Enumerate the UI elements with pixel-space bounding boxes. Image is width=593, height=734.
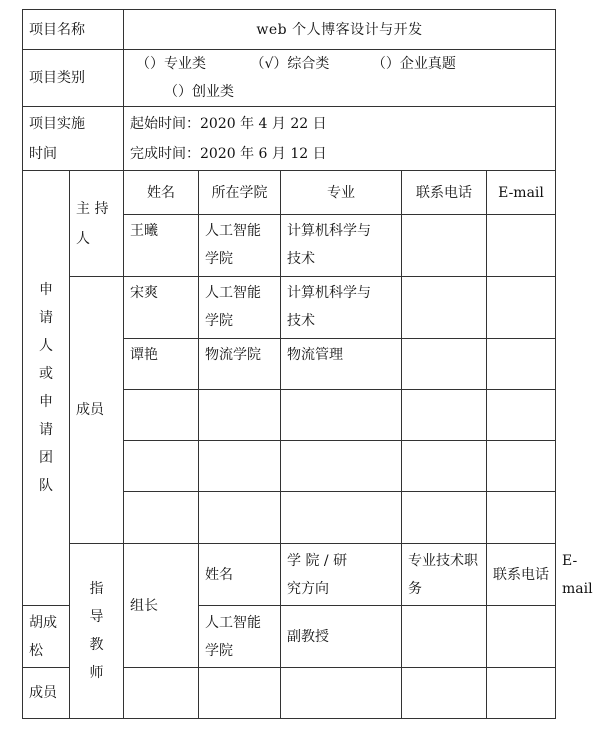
member-email xyxy=(487,441,556,492)
member-name: 宋爽 xyxy=(124,277,199,339)
member-major: 计算机科学与 技术 xyxy=(281,277,402,339)
host-email xyxy=(487,215,556,277)
advisor-members-label: 成员 xyxy=(23,668,70,719)
member-name: 谭艳 xyxy=(124,339,199,390)
type-option-professional[interactable]: （）专业类 xyxy=(136,56,206,72)
project-application-form: 项目名称 web 个人博客设计与开发 项目类别 （）专业类 （√）综合类 （）企业真题 （）创业类 项目实施 时间 起始时间：2020 年 4 月 22 日 完成时间：2020 年 6 月 12 日 申 请 人 或 申 请 团 队 主 持 人 姓名 所在学院 专业 联系电话 E-mail 王曦 人工智能 学院 计算机科学与 技术 成员 宋爽 人工智能 学院 计算机科学与 技术 谭艳 物流学院 物流管理 指 导 教 师 组长 姓名 学 院 / 研 究方向 专业技术职务 联系电话 E-mail 胡成松 人工智能 学院 副教授 成员 xyxy=(22,9,556,719)
member-college: 物流学院 xyxy=(199,339,281,390)
header-college: 所在学院 xyxy=(199,171,281,215)
advisor-header-phone: 联系电话 xyxy=(487,544,556,606)
host-major: 计算机科学与 技术 xyxy=(281,215,402,277)
member-name xyxy=(124,390,199,441)
project-time-values xyxy=(124,107,556,171)
header-major: 专业 xyxy=(281,171,402,215)
leader-label: 组长 xyxy=(124,544,199,668)
host-label: 主 持 人 xyxy=(70,171,124,277)
members-label: 成员 xyxy=(70,277,124,544)
applicant-section-label: 申 请 人 或 申 请 团 队 xyxy=(23,171,70,606)
advisor-college: 人工智能 学院 xyxy=(199,606,281,668)
member-phone xyxy=(402,390,487,441)
project-type-label: 项目类别 xyxy=(23,50,124,107)
member-name xyxy=(124,441,199,492)
member-email xyxy=(487,339,556,390)
header-phone: 联系电话 xyxy=(402,171,487,215)
member-email xyxy=(487,390,556,441)
host-name: 王曦 xyxy=(124,215,199,277)
host-phone xyxy=(402,215,487,277)
type-option-enterprise[interactable]: （）企业真题 xyxy=(371,56,456,72)
member-college xyxy=(199,390,281,441)
header-name: 姓名 xyxy=(124,171,199,215)
project-name-label: 项目名称 xyxy=(23,10,124,50)
member-email xyxy=(487,277,556,339)
start-date: 起始时间：2020 年 4 月 22 日 xyxy=(130,115,327,132)
member-major: 物流管理 xyxy=(281,339,402,390)
advisor-email xyxy=(487,606,556,668)
end-date: 完成时间：2020 年 6 月 12 日 xyxy=(130,145,327,162)
header-email: E-mail xyxy=(487,171,556,215)
advisor-header-title: 专业技术职务 xyxy=(402,544,487,606)
project-name-value: web 个人博客设计与开发 xyxy=(124,10,556,50)
advisor-section-label: 指 导 教 师 xyxy=(70,544,124,719)
advisor-header-college: 学 院 / 研 究方向 xyxy=(281,544,402,606)
member-college: 人工智能 学院 xyxy=(199,277,281,339)
project-time-label: 项目实施 时间 xyxy=(23,107,124,171)
advisor-name: 胡成松 xyxy=(23,606,70,668)
member-major xyxy=(281,441,402,492)
member-major xyxy=(281,390,402,441)
type-option-startup[interactable]: （）创业类 xyxy=(164,84,234,100)
member-college xyxy=(199,441,281,492)
member-phone xyxy=(402,277,487,339)
advisor-title: 副教授 xyxy=(281,606,402,668)
project-type-options xyxy=(124,50,556,107)
member-phone xyxy=(402,339,487,390)
member-phone xyxy=(402,441,487,492)
host-college: 人工智能 学院 xyxy=(199,215,281,277)
table-row xyxy=(23,277,556,339)
type-option-comprehensive[interactable]: （√）综合类 xyxy=(250,56,330,72)
advisor-header-name: 姓名 xyxy=(199,544,281,606)
advisor-phone xyxy=(402,606,487,668)
